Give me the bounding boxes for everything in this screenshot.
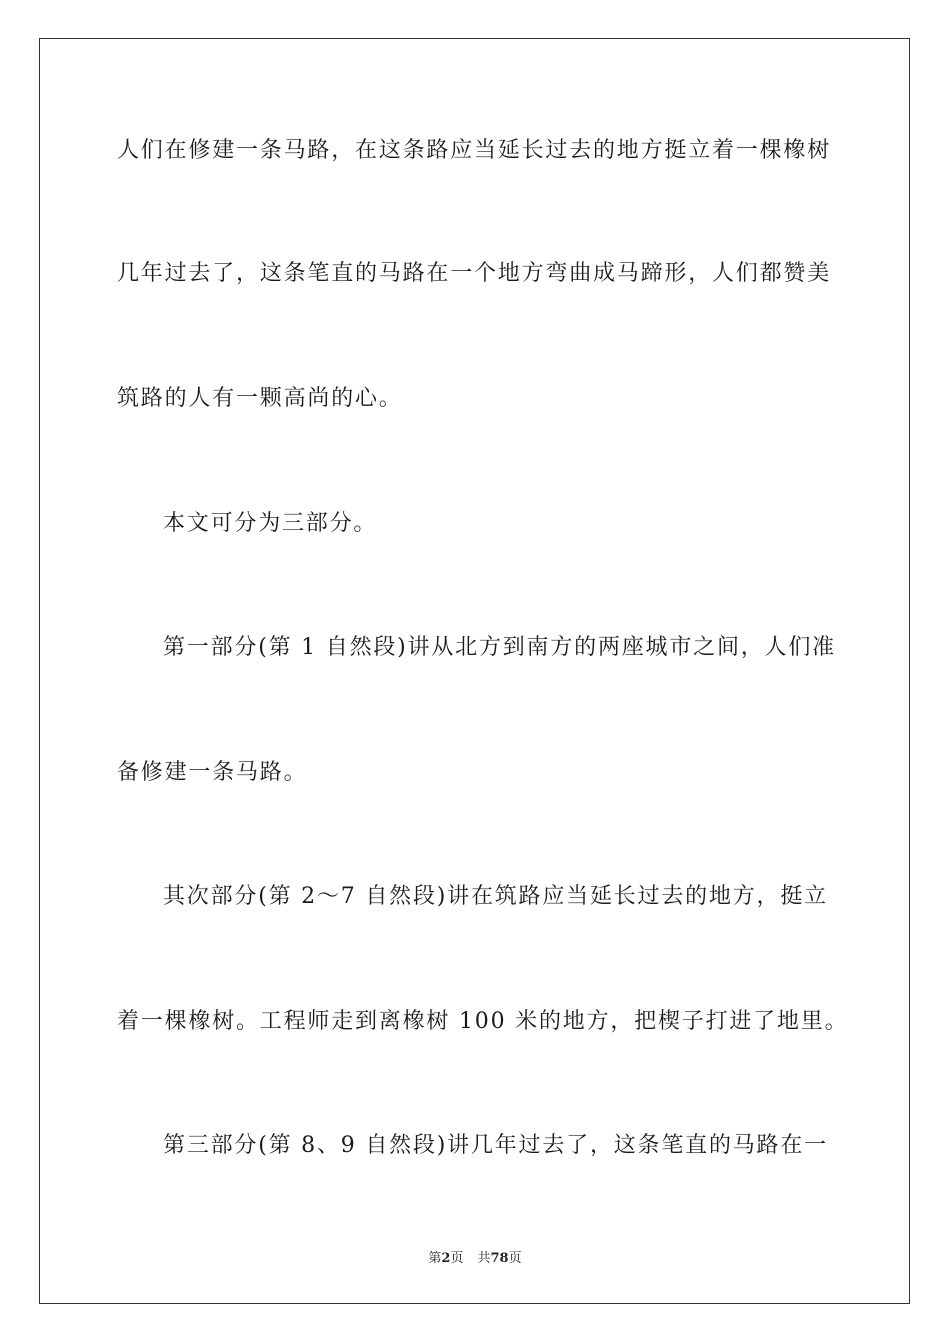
text-line-6: 备修建一条马路。 (117, 760, 308, 785)
page-border (39, 38, 910, 1304)
text-line-3: 筑路的人有一颗高尚的心。 (117, 386, 403, 411)
total-prefix: 共 (477, 1251, 491, 1266)
total-suffix: 页 (508, 1251, 522, 1266)
total-pages: 78 (490, 1251, 509, 1266)
page-suffix: 页 (450, 1251, 464, 1266)
text-line-1: 人们在修建一条马路，在这条路应当延长过去的地方挺立着一棵橡树 (117, 138, 832, 163)
page-number: 2 (441, 1251, 451, 1266)
page-prefix: 第 (428, 1251, 442, 1266)
text-line-4: 本文可分为三部分。 (163, 511, 378, 536)
text-line-5: 第一部分(第 1 自然段)讲从北方到南方的两座城市之间，人们准 (163, 635, 836, 660)
text-line-8: 着一棵橡树。工程师走到离橡树 100 米的地方，把楔子打进了地里。 (117, 1009, 849, 1034)
page-footer (0, 1247, 950, 1266)
text-line-2: 几年过去了，这条笔直的马路在一个地方弯曲成马蹄形，人们都赞美 (117, 261, 832, 286)
text-line-9: 第三部分(第 8、9 自然段)讲几年过去了，这条笔直的马路在一 (163, 1133, 828, 1158)
text-line-7: 其次部分(第 2～7 自然段)讲在筑路应当延长过去的地方，挺立 (163, 884, 828, 909)
